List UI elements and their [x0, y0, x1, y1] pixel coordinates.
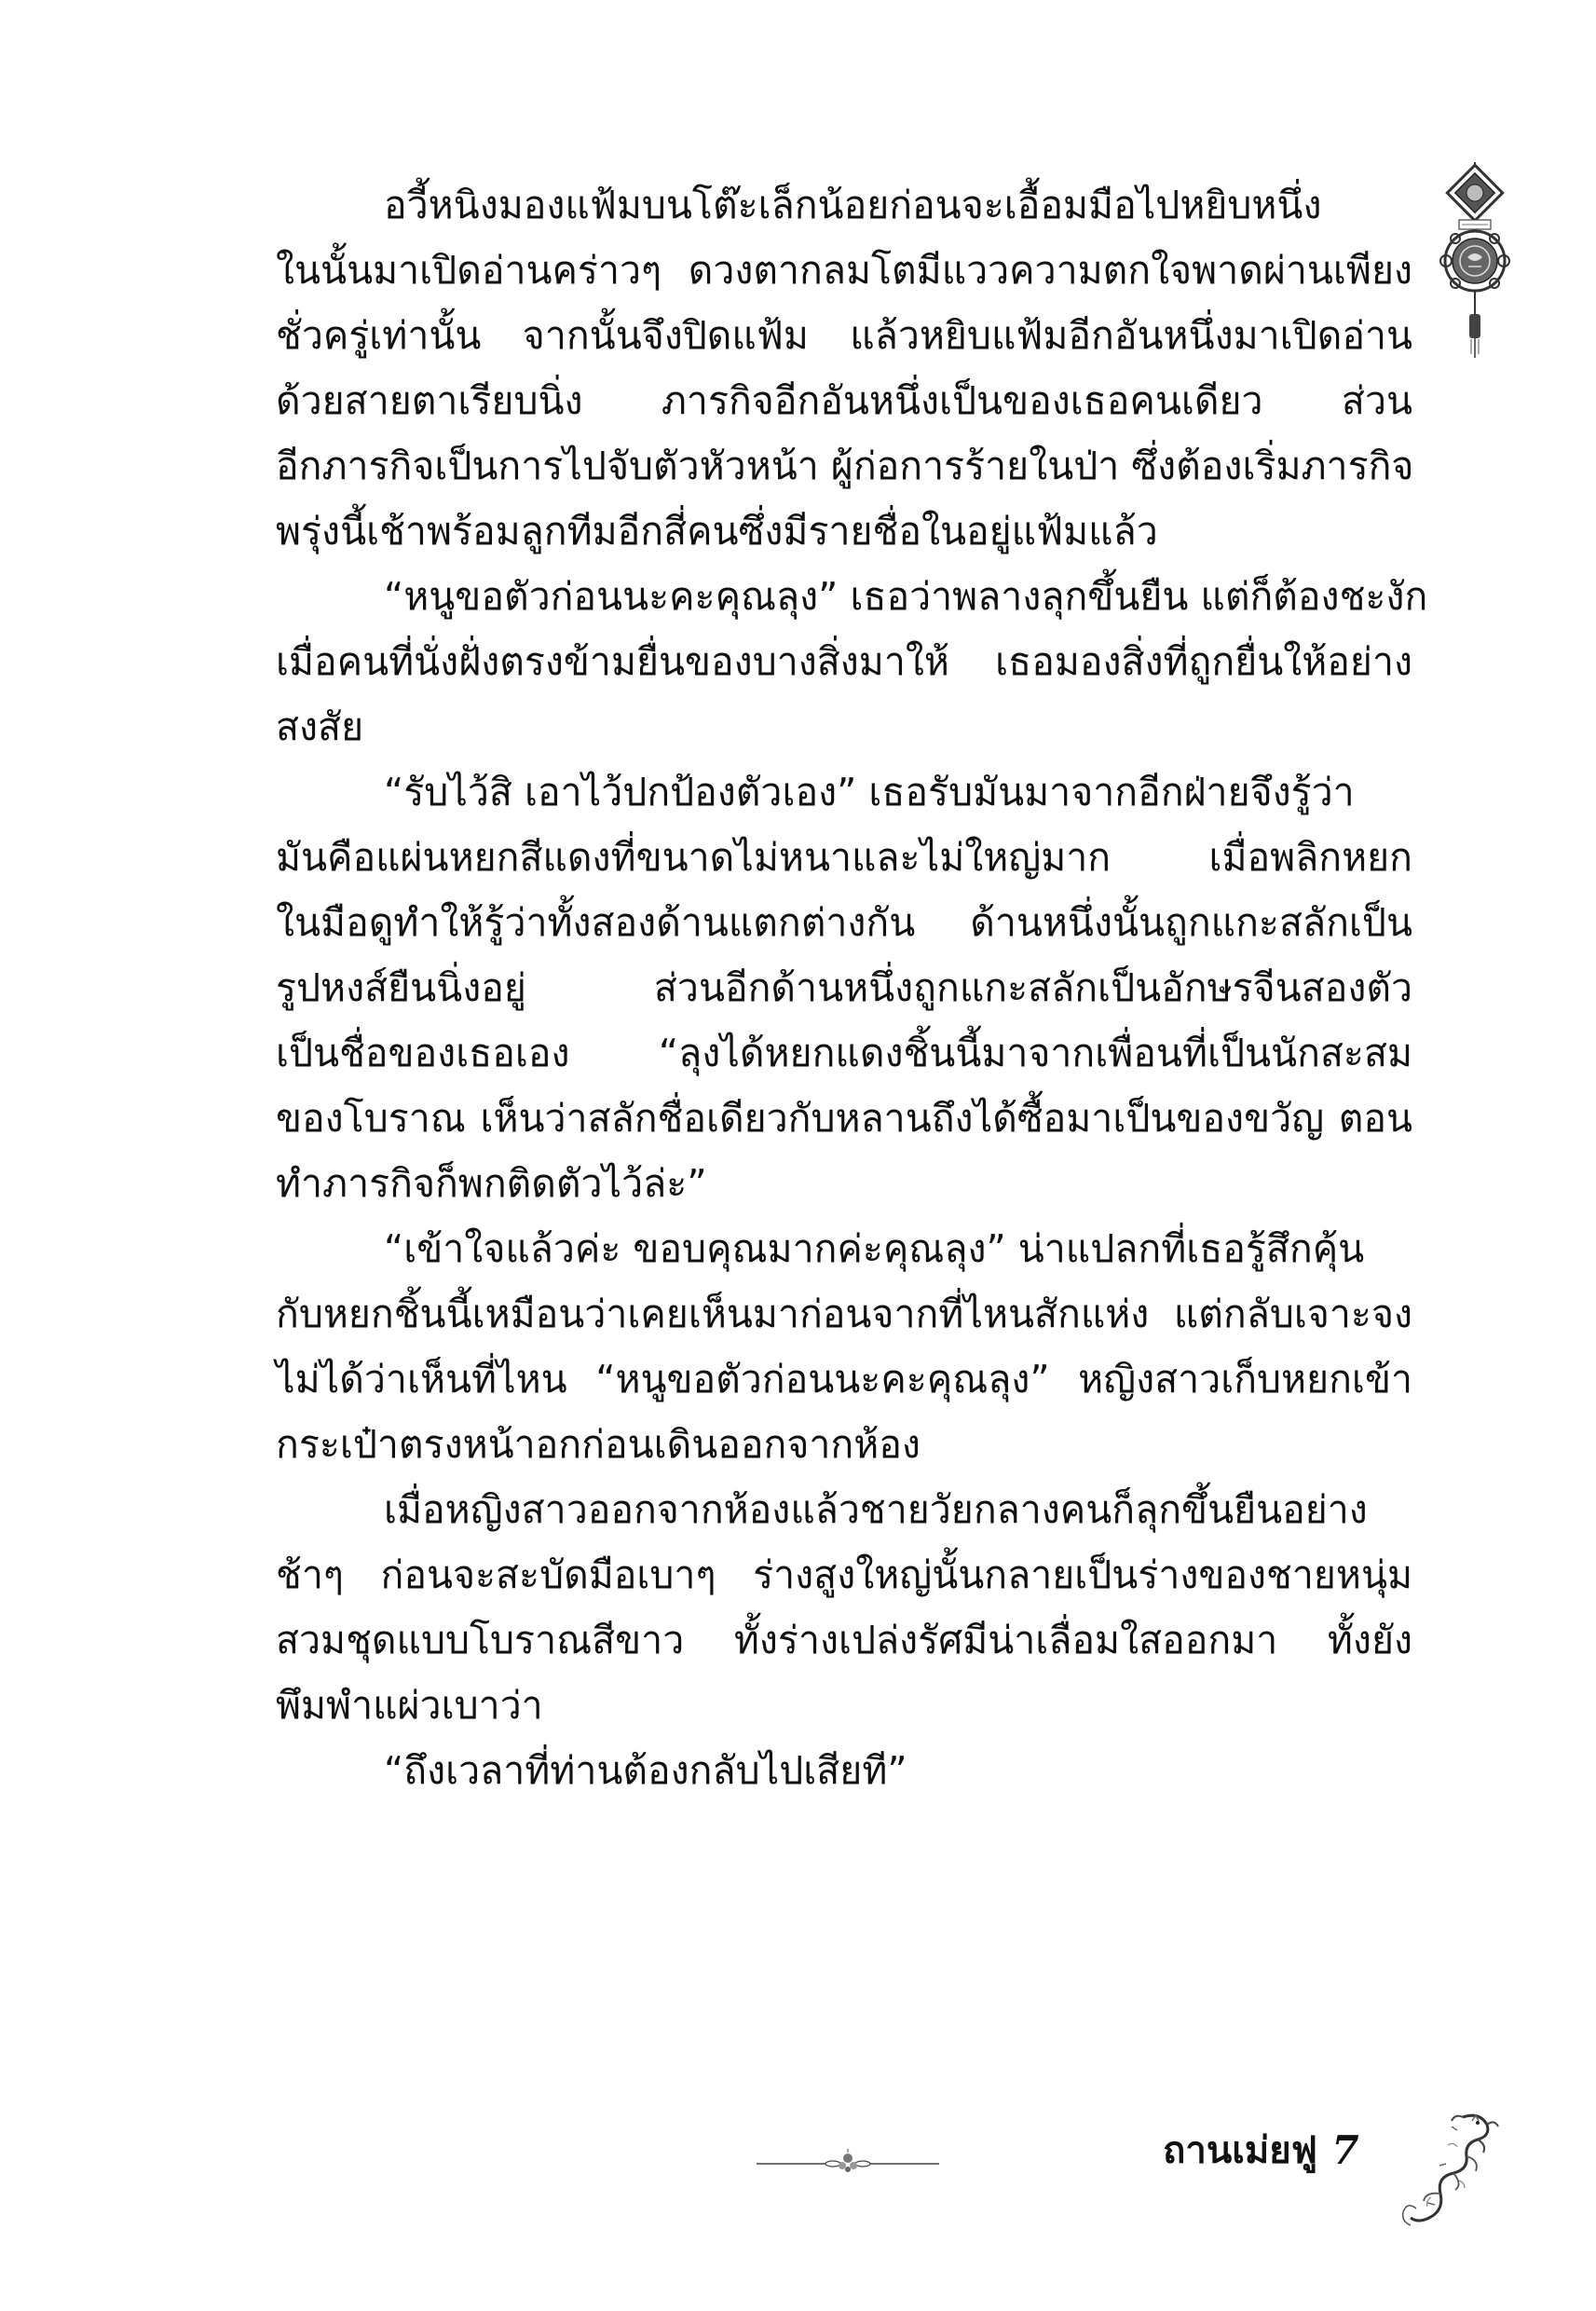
body-line: รูปหงส์ยืนนิ่งอยู่ ส่วนอีกด้านหนึ่งถูกแกะสลักเป็นอักษรจีนสองตัว	[276, 965, 1412, 1010]
body-line: ช้าๆ ก่อนจะสะบัดมือเบาๆ ร่างสูงใหญ่นั้นกลายเป็นร่างของชายหนุ่ม	[276, 1552, 1412, 1597]
body-line: ในนั้นมาเปิดอ่านคร่าวๆ ดวงตากลมโตมีแววความตกใจพาดผ่านเพียง	[276, 248, 1412, 293]
page-number: 7	[1331, 2127, 1359, 2173]
body-line: ชั่วครู่เท่านั้น จากนั้นจึงปิดแฟ้ม แล้วหยิบแฟ้มอีกอันหนึ่งมาเปิดอ่าน	[276, 313, 1412, 358]
body-line: ไม่ได้ว่าเห็นที่ไหน “หนูขอตัวก่อนนะคะคุณลุง” หญิงสาวเก็บหยกเข้า	[276, 1357, 1412, 1402]
body-line: เมื่อหญิงสาวออกจากห้องแล้วชายวัยกลางคนก็ลุกขึ้นยืนอย่าง	[384, 1487, 1368, 1532]
body-line: ทำภารกิจก็พกติดตัวไว้ล่ะ”	[276, 1161, 707, 1206]
body-line: ของโบราณ เห็นว่าสลักชื่อเดียวกับหลานถึงได้ซื้อมาเป็นของขวัญ ตอน	[276, 1096, 1412, 1141]
dragon-sketch-icon	[1398, 2108, 1502, 2229]
book-title: ถานเม่ยฟู	[1163, 2128, 1317, 2172]
body-line: เมื่อคนที่นั่งฝั่งตรงข้ามยื่นของบางสิ่งมาให้ เธอมองสิ่งที่ถูกยื่นให้อย่าง	[276, 639, 1412, 684]
body-line: พรุ่งนี้เช้าพร้อมลูกทีมอีกสี่คนซึ่งมีรายชื่อในอยู่แฟ้มแล้ว	[276, 509, 1158, 554]
body-line: ในมือดูทำให้รู้ว่าทั้งสองด้านแตกต่างกัน ด้านหนึ่งนั้นถูกแกะสลักเป็น	[276, 900, 1412, 945]
body-line: “หนูขอตัวก่อนนะคะคุณลุง” เธอว่าพลางลุกขึ้นยืน แต่ก็ต้องชะงัก	[384, 574, 1428, 619]
chinese-knot-ornament-icon	[1435, 160, 1515, 371]
body-line: สวมชุดแบบโบราณสีขาว ทั้งร่างเปล่งรัศมีน่าเลื่อมใสออกมา ทั้งยัง	[276, 1618, 1412, 1662]
body-line: เป็นชื่อของเธอเอง “ลุงได้หยกแดงชิ้นนี้มาจากเพื่อนที่เป็นนักสะสม	[276, 1031, 1412, 1075]
body-line: อวี้หนิงมองแฟ้มบนโต๊ะเล็กน้อยก่อนจะเอื้อมมือไปหยิบหนึ่ง	[384, 183, 1322, 227]
body-line: “เข้าใจแล้วค่ะ ขอบคุณมากค่ะคุณลุง” น่าแปลกที่เธอรู้สึกคุ้น	[384, 1226, 1365, 1271]
body-line: “ถึงเวลาที่ท่านต้องกลับไปเสียที”	[384, 1748, 907, 1793]
floral-divider-icon	[753, 2145, 943, 2182]
body-line: “รับไว้สิ เอาไว้ปกป้องตัวเอง” เธอรับมันมาจากอีกฝ่ายจึงรู้ว่า	[384, 770, 1355, 814]
body-line: กระเป๋าตรงหน้าอกก่อนเดินออกจากห้อง	[276, 1422, 921, 1467]
body-line: สงสัย	[276, 704, 364, 749]
body-line: กับหยกชิ้นนี้เหมือนว่าเคยเห็นมาก่อนจากที่ไหนสักแห่ง แต่กลับเจาะจง	[276, 1292, 1412, 1336]
body-line: มันคือแผ่นหยกสีแดงที่ขนาดไม่หนาและไม่ใหญ่มาก เมื่อพลิกหยก	[276, 835, 1412, 880]
body-line: อีกภารกิจเป็นการไปจับตัวหัวหน้า ผู้ก่อการร้ายในป่า ซึ่งต้องเริ่มภารกิจ	[276, 444, 1414, 488]
body-line: พึมพำแผ่วเบาว่า	[276, 1683, 543, 1728]
body-line: ด้วยสายตาเรียบนิ่ง ภารกิจอีกอันหนึ่งเป็นของเธอคนเดียว ส่วน	[276, 378, 1412, 423]
